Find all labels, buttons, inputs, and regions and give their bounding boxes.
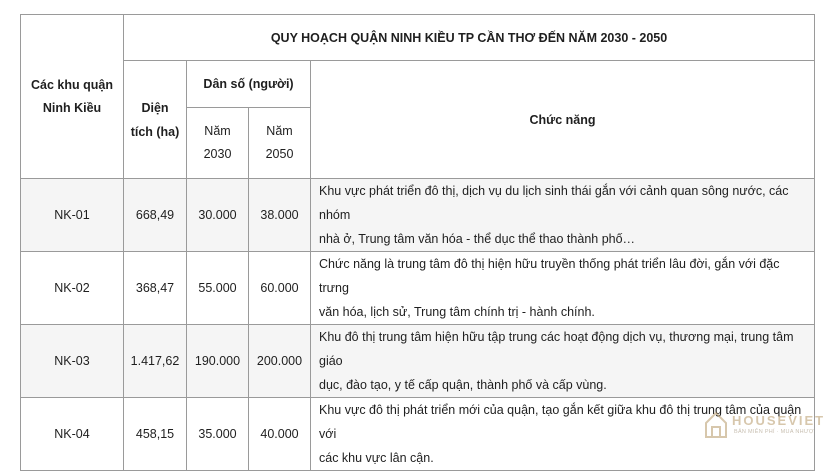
header-function: Chức năng xyxy=(311,61,815,179)
cell-pop-2050: 200.000 xyxy=(249,325,311,398)
header-year-value: 2050 xyxy=(265,147,294,161)
cell-pop-2030: 30.000 xyxy=(187,179,249,252)
watermark-logo xyxy=(704,407,832,447)
cell-pop-2030: 55.000 xyxy=(187,252,249,325)
cell-pop-2050: 40.000 xyxy=(249,398,311,471)
cell-function-line2: các khu vực lân cận. xyxy=(319,451,434,465)
cell-pop-2030: 35.000 xyxy=(187,398,249,471)
cell-function-line1: Khu vực đô thị phát triển mới của quận, tạo gắn kết giữa khu đô thị trung tâm của quận với xyxy=(319,403,802,441)
cell-area: 458,15 xyxy=(124,398,187,471)
header-area-line2: tích (ha) xyxy=(130,124,180,139)
header-population: Dân số (người) xyxy=(187,61,311,108)
table-title: QUY HOẠCH QUẬN NINH KIỀU TP CẦN THƠ ĐẾN NĂM 2030 - 2050 xyxy=(124,15,815,61)
header-area xyxy=(124,61,187,179)
watermark-tagline: BẢN MIỄN PHÍ · MUA NHƯỢ xyxy=(734,429,814,435)
cell-function-line1: Khu vực phát triển đô thị, dịch vụ du lịch sinh thái gắn với cảnh quan sông nước, các nhóm xyxy=(319,184,789,222)
cell-zone: NK-02 xyxy=(21,252,124,325)
cell-function-line1: Khu đô thị trung tâm hiện hữu tập trung các hoạt động dịch vụ, thương mại, trung tâm giáo xyxy=(319,330,794,368)
header-year-2050 xyxy=(249,108,311,179)
header-zone xyxy=(21,15,124,179)
cell-function-line1: Chức năng là trung tâm đô thị hiện hữu truyền thống phát triển lâu đời, gắn với đặc trưng xyxy=(319,257,780,295)
header-year-word: Năm xyxy=(266,124,293,138)
header-year-2030 xyxy=(187,108,249,179)
houseviet-logo-icon xyxy=(704,409,728,439)
cell-pop-2050: 38.000 xyxy=(249,179,311,252)
cell-zone: NK-03 xyxy=(21,325,124,398)
cell-pop-2030: 190.000 xyxy=(187,325,249,398)
cell-function xyxy=(311,252,815,325)
header-area-line1: Diện xyxy=(141,100,169,115)
planning-table xyxy=(20,14,815,471)
table-row xyxy=(21,179,815,252)
header-zone-line1: Các khu quận xyxy=(31,77,113,92)
cell-area: 668,49 xyxy=(124,179,187,252)
cell-zone: NK-01 xyxy=(21,179,124,252)
cell-pop-2050: 60.000 xyxy=(249,252,311,325)
header-zone-line2: Ninh Kiều xyxy=(42,100,102,115)
cell-function xyxy=(311,325,815,398)
cell-function xyxy=(311,179,815,252)
table-row xyxy=(21,325,815,398)
cell-function-line2: văn hóa, lịch sử, Trung tâm chính trị - hành chính. xyxy=(319,305,595,319)
table-row xyxy=(21,398,815,471)
watermark-brand: HOUSEVIET xyxy=(732,413,826,428)
header-year-word: Năm xyxy=(204,124,231,138)
cell-function-line2: nhà ở, Trung tâm văn hóa - thể dục thể thao thành phố… xyxy=(319,232,636,246)
cell-area: 1.417,62 xyxy=(124,325,187,398)
cell-function-line2: dục, đào tạo, y tế cấp quận, thành phố và cấp vùng. xyxy=(319,378,607,392)
cell-area: 368,47 xyxy=(124,252,187,325)
header-year-value: 2030 xyxy=(203,147,232,161)
table-row xyxy=(21,252,815,325)
cell-zone: NK-04 xyxy=(21,398,124,471)
